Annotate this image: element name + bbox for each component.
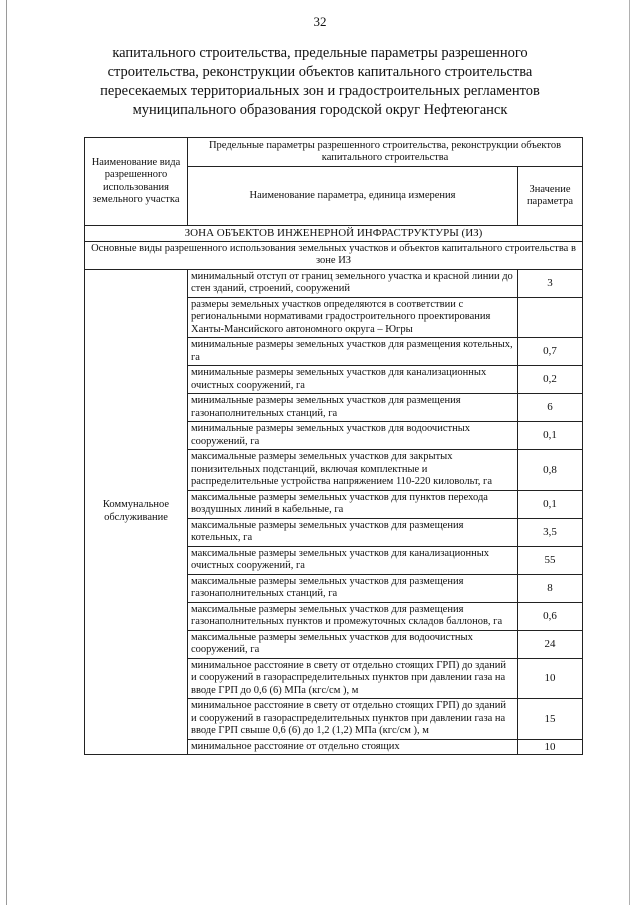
value-cell [518, 297, 583, 338]
heading-line: муниципального образования городской округ Нефтеюганск [132, 102, 508, 118]
basic-uses-row [85, 241, 583, 269]
header-parameter-name: Наименование параметра, единица измерения [188, 167, 518, 226]
parameter-cell: максимальные размеры земельных участков для пунктов перехода воздушных линий в кабельные, га [188, 490, 518, 518]
value-cell: 6 [518, 394, 583, 422]
parameter-cell: максимальные размеры земельных участков для водоочистных сооружений, га [188, 630, 518, 658]
regulations-table [84, 137, 583, 755]
parameter-cell: минимальные размеры земельных участков для водоочистных сооружений, га [188, 422, 518, 450]
parameter-cell: минимальный отступ от границ земельного участка и красной линии до стен зданий, строений, сооружений [188, 269, 518, 297]
header-use-name: Наименование вида разрешенного использования земельного участка [85, 138, 188, 226]
heading-line: пересекаемых территориальных зон и градостроительных регламентов [100, 83, 540, 99]
parameter-cell: максимальные размеры земельных участков для размещения котельных, га [188, 518, 518, 546]
parameter-cell: размеры земельных участков определяются в соответствии с региональными нормативами градостроительного проектирования Ханты-Мансийского автономного округа – Югры [188, 297, 518, 338]
page-number: 32 [313, 14, 327, 29]
parameter-cell: минимальные размеры земельных участков для размещения газонаполнительных станций, га [188, 394, 518, 422]
value-cell: 10 [518, 739, 583, 755]
parameter-cell: максимальные размеры земельных участков для закрытых понизительных подстанций, включая комплектные и распределительные устройства напряжением 110-220 киловольт, га [188, 450, 518, 491]
value-cell: 55 [518, 546, 583, 574]
table-header-row [85, 138, 583, 167]
parameter-cell: максимальные размеры земельных участков для размещения газонаполнительных пунктов и промежуточных складов баллонов, га [188, 602, 518, 630]
value-cell: 10 [518, 658, 583, 699]
value-cell: 0,6 [518, 602, 583, 630]
zone-row [85, 226, 583, 242]
parameter-cell: минимальное расстояние от отдельно стоящих [188, 739, 518, 755]
header-parameter-value: Значение параметра [518, 167, 583, 226]
value-cell: 24 [518, 630, 583, 658]
document-heading [80, 44, 560, 120]
zone-title: ЗОНА ОБЪЕКТОВ ИНЖЕНЕРНОЙ ИНФРАСТРУКТУРЫ (ИЗ) [85, 226, 583, 242]
parameter-cell: минимальные размеры земельных участков для канализационных очистных сооружений, га [188, 366, 518, 394]
basic-uses-title: Основные виды разрешенного использования земельных участков и объектов капитального строительства в зоне ИЗ [85, 241, 583, 269]
value-cell: 3 [518, 269, 583, 297]
parameter-cell: максимальные размеры земельных участков для размещения газонаполнительных станций, га [188, 574, 518, 602]
value-cell: 0,1 [518, 422, 583, 450]
value-cell: 0,2 [518, 366, 583, 394]
value-cell: 0,1 [518, 490, 583, 518]
scan-edge-right [629, 0, 630, 905]
value-cell: 3,5 [518, 518, 583, 546]
table-row [85, 269, 583, 297]
heading-line: строительства, реконструкции объектов капитального строительства [107, 64, 533, 80]
value-cell: 0,8 [518, 450, 583, 491]
parameter-cell: минимальное расстояние в свету от отдельно стоящих ГРП) до зданий и сооружений в газораспределительных пунктов при давлении газа на вводе ГРП свыше 0,6 (6) до 1,2 (1,2) МПа (кгс/см ), м [188, 699, 518, 740]
value-cell: 0,7 [518, 338, 583, 366]
scan-edge-left [6, 0, 7, 905]
value-cell: 8 [518, 574, 583, 602]
parameter-cell: минимальное расстояние в свету от отдельно стоящих ГРП) до зданий и сооружений в газораспределительных пунктов при давлении газа на вводе ГРП до 0,6 (6) МПа (кгс/см ), м [188, 658, 518, 699]
heading-line: капитального строительства, предельные параметры разрешенного [112, 45, 528, 61]
parameter-cell: максимальные размеры земельных участков для канализационных очистных сооружений, га [188, 546, 518, 574]
parameter-cell: минимальные размеры земельных участков для размещения котельных, га [188, 338, 518, 366]
use-name-cell: Коммунальное обслуживание [85, 269, 188, 755]
value-cell: 15 [518, 699, 583, 740]
header-parameters-group: Предельные параметры разрешенного строительства, реконструкции объектов капитального строительства [188, 138, 583, 167]
